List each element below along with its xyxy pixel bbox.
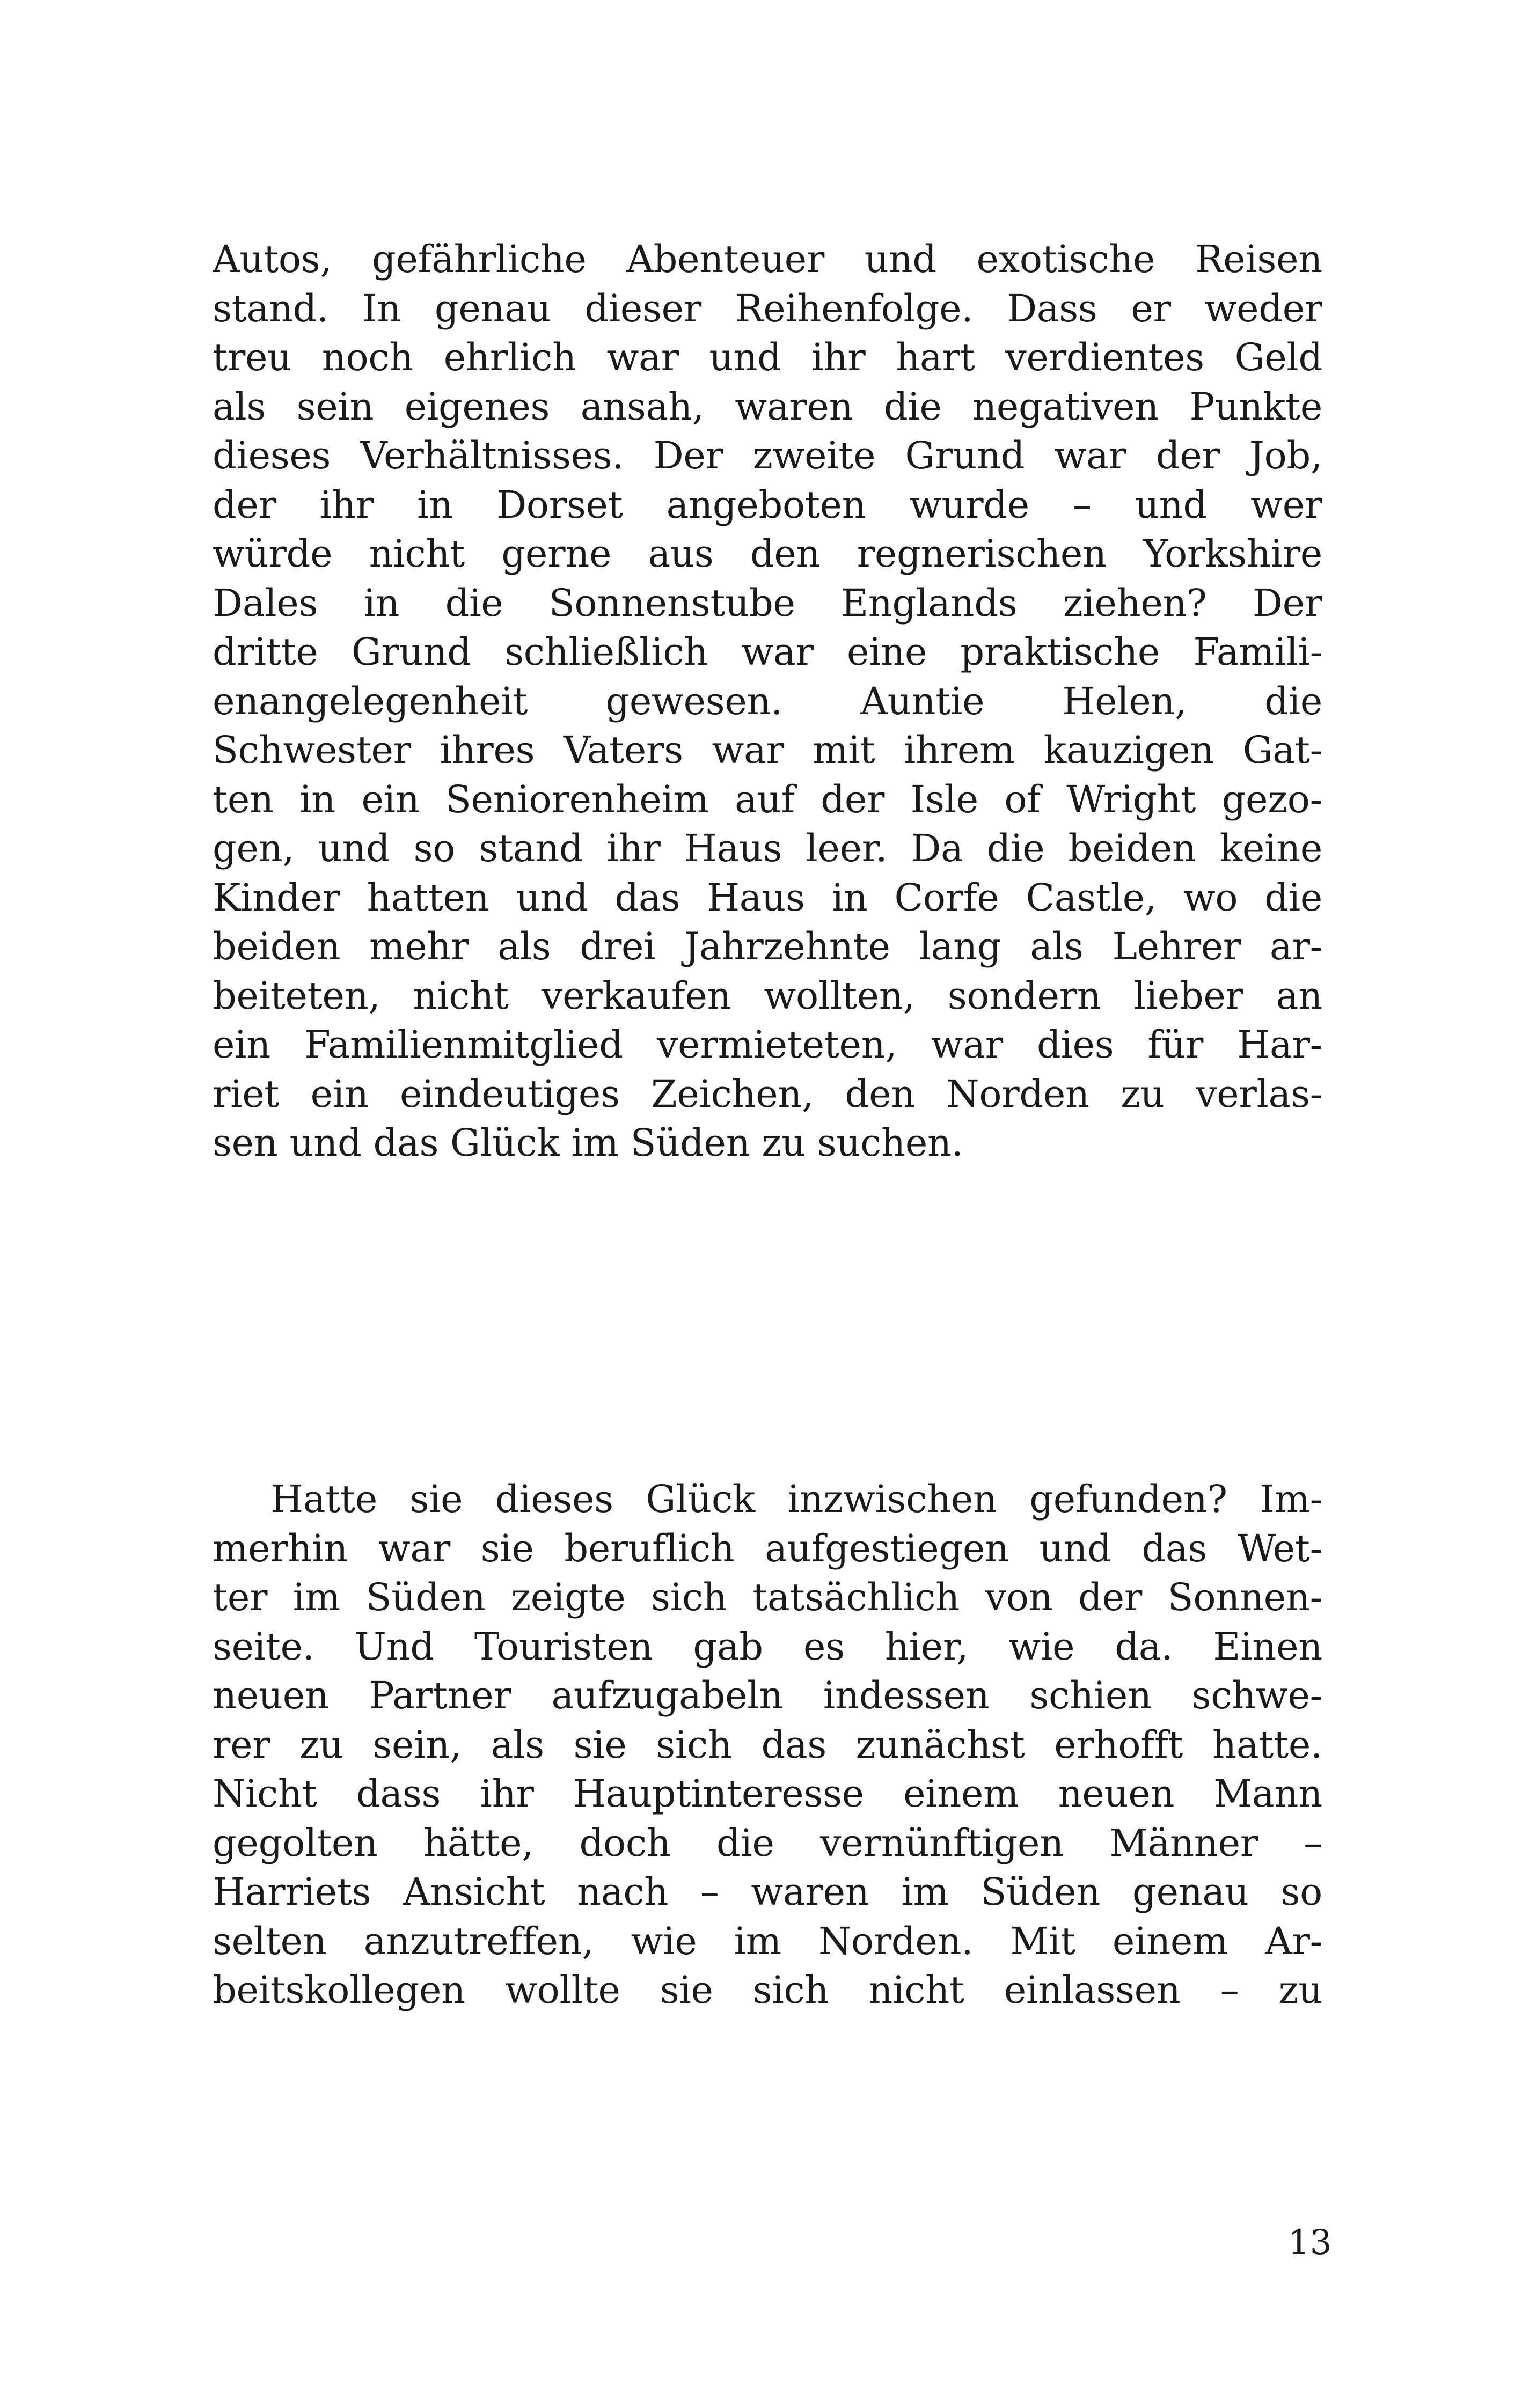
paragraph-2 [213,1475,1322,2015]
text-line: beiden mehr als drei Jahrzehnte lang als Lehrer ar- [213,924,1322,968]
text-line: Autos, gefährliche Abenteuer und exotische Reisen [213,237,1322,281]
text-line: sen und das Glück im Süden zu suchen. [213,1121,963,1165]
text-line: dritte Grund schließlich war eine praktische Famili- [213,630,1322,674]
text-line: stand. In genau dieser Reihenfolge. Dass er weder [213,286,1322,331]
text-line: ter im Süden zeigte sich tatsächlich von der Sonnen- [213,1575,1322,1619]
text-line: Harriets Ansicht nach – waren im Süden genau so [213,1870,1322,1914]
text-line: treu noch ehrlich war und ihr hart verdientes Geld [213,335,1322,379]
page-number: 13 [1288,2223,1332,2263]
text-line: merhin war sie beruflich aufgestiegen und das Wet- [213,1526,1322,1570]
text-line: Kinder hatten und das Haus in Corfe Castle, wo die [213,875,1322,920]
text-line: als sein eigenes ansah, waren die negativen Punkte [213,384,1322,429]
text-line: würde nicht gerne aus den regnerischen Yorkshire [213,532,1322,576]
text-line: gen, und so stand ihr Haus leer. Da die beiden keine [213,826,1322,870]
text-line: rer zu sein, als sie sich das zunächst erhofft hatte. [213,1722,1322,1767]
text-line: Hatte sie dieses Glück inzwischen gefunden? Im- [270,1477,1322,1521]
text-line: ten in ein Seniorenheim auf der Isle of Wright gezo- [213,777,1322,821]
text-line: dieses Verhältnisses. Der zweite Grund war der Job, [213,434,1322,478]
paragraph-1 [213,235,1322,1168]
text-line: der ihr in Dorset angeboten wurde – und wer [213,482,1322,527]
text-line: enangelegenheit gewesen. Auntie Helen, die [213,679,1322,723]
text-line: Schwester ihres Vaters war mit ihrem kauzigen Gat- [213,728,1322,772]
text-line: riet ein eindeutiges Zeichen, den Norden zu verlas- [213,1071,1322,1116]
text-line: Dales in die Sonnenstube Englands ziehen? Der [213,581,1322,625]
text-line: selten anzutreffen, wie im Norden. Mit einem Ar- [213,1919,1322,1963]
text-line: beiteten, nicht verkaufen wollten, sondern lieber an [213,973,1322,1018]
text-line: gegolten hätte, doch die vernünftigen Männer – [213,1820,1322,1865]
text-line: ein Familienmitglied vermieteten, war dies für Har- [213,1023,1322,1067]
text-line: seite. Und Touristen gab es hier, wie da. Einen [213,1624,1322,1669]
text-line: neuen Partner aufzugabeln indessen schien schwe- [213,1673,1322,1717]
text-line: beitskollegen wollte sie sich nicht einlassen – zu [213,1968,1322,2012]
text-line: Nicht dass ihr Hauptinteresse einem neuen Mann [213,1772,1322,1816]
